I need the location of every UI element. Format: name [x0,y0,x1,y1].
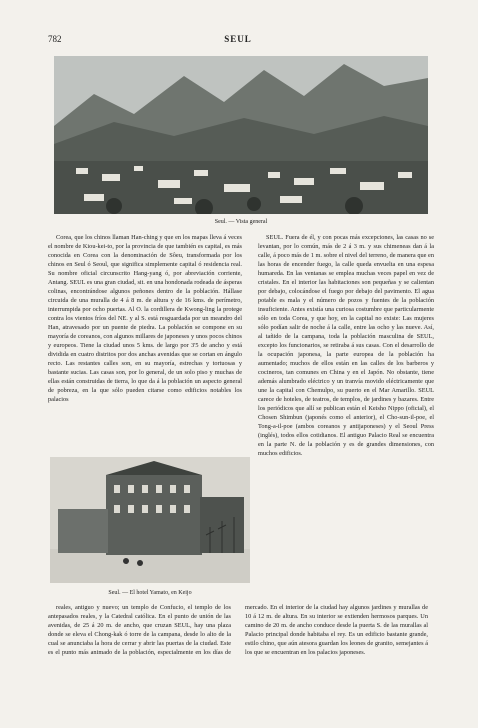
seoul-panorama-photo [54,56,428,214]
page-number: 782 [48,34,62,44]
figure-caption-1: Seul. — Vista general [214,219,268,225]
text-column-left [48,233,242,447]
hotel-yamato-photo [50,457,250,583]
figure-caption-2: Seul. — El hotel Yamato, en Keijo [108,590,192,596]
paragraph: Corea, que los chinos llaman Han-ching y que en los mapas lleva á veces el nombre de Kiou-kei-to, por la provincia de que también es capital, es más conocida en Corea con la denominación de Sôeu, transformada por los chinos en Seul ó Seoul, que significa simplemente capital ó residencia real. Su nombre oficial circunscrito Hang-yang ó, por abreviación corriente, Antang. SEUL es una gran ciudad, sit. en una hondonada rodeada de ásperas colinas, encontrándose algunos peñones dentro de la población. Hállase circuida de una muralla de 4 á 8 m. de altura y de 16 kms. de perímetro, interrumpida por ocho puertas. Al O. la cordillera de Kwong-ling la protege contra los vientos fríos del NE. y al S. está resguardada por un meandro del Han, atravesado por un puente de piedra. La población se compone en su mayoría de coreanos, con algunos millares de japoneses y unos pocos chinos y europeos. Tiene la ciudad unos 5 kms. de largo por 3'5 de ancho y está dividida en cuatro distritos por dos anchas avenidas que se cortan en ángulo recto. Las restantes calles son, en su mayoría, estrechas y tortuosas y bastante sucias. Las casas son, por lo general, de un solo piso y muchas de ellas están construidas de tierra, lo que da á la población un aspecto general de pobreza, en la que sólo pueden citarse como edificios notables los palacios [48,234,242,403]
text-column-right [258,233,434,603]
page-header [48,34,428,46]
running-title: SEUL [224,34,252,44]
paragraph: SEUL. Fuera de él, y con pocas más excepciones, las casas no se levantan, por lo común, más de 2 á 3 m. y sus chimeneas dan á la calle, á poco más de 1 m. sobre el nivel del terreno, de manera que en las horas de encender fuego, la calle queda envuelta en una espesa humareda. En las ventanas se emplea muchas veces papel en vez de cristales. En el interior las habitaciones son pequeñas y se calientan por debajo, colocándose el fuego por debajo del pavimento. El agua potable es mala y el número de pozos y fuentes de la población insuficiente. Antes existía una curiosa costumbre que particularmente sólo en toda Corea, y que hoy, en la capital no existe: Las mujeres sólo podían salir de noche á la calle, entre las ocho y las nueve. Así, al tañido de la campana, toda la población masculina de SEUL, excepto los funcionarios, se retiraba á sus casas. Con el desarrollo de la ocupación japonesa, la parte europea de la población ha aumentado; muchos de ellos están en las calles de los barberos y cocineros, tan comunes en China y en el Japón. No obstante, tiene además alumbrado eléctrico y un tranvía movido eléctricamente que une la capital con Chemulpo, su puerto en el Mar Amarillo. SEUL carece de hoteles, de teatros, de templos, de jardines y bazares. Entre los periódicos que allí se publican están el Keisho Nippo (oficial), el Chosen Shimbun (japonés como el anterior), el Cho-sun-il-poe, el Tong-a-il-poe (ambos coreanos y antijaponeses) y el Seoul Press (inglés), todos ellos cotidianos. El antiguo Palacio Real se encuentra en la parte N. de la población y es de grandes dimensiones, con muchos edificios. [258,234,434,457]
text-bottom-columns [48,603,428,715]
paragraph: reales, antiguo y nuevo; un templo de Confucio, el templo de los antepasados reales, y la Catedral católica. En el punto de unión de las avenidas, de 25 á 20 m. de ancho, que cruzan SEUL, hay una plaza donde se eleva el Chong-kak ó torre de la campana, desde lo alto de la cual se anunciaba la hora de cerrar y abrir las puertas de la ciudad. Este es el punto más animado de la población, especialmente en los días de mercado. En el interior de la ciudad hay algunos jardines y murallas de 10 á 12 m. de altura. En su interior se extienden hermosos parques. Un camino de 20 m. de ancho conduce desde la puerta S. de las murallas al Palacio principal donde habitaba el rey. Es un edificio bastante grande, estilo chino, que aún atesora guardan los leones de granito, semejantes á los que se encuentran en los palacios japoneses. [48,604,428,656]
